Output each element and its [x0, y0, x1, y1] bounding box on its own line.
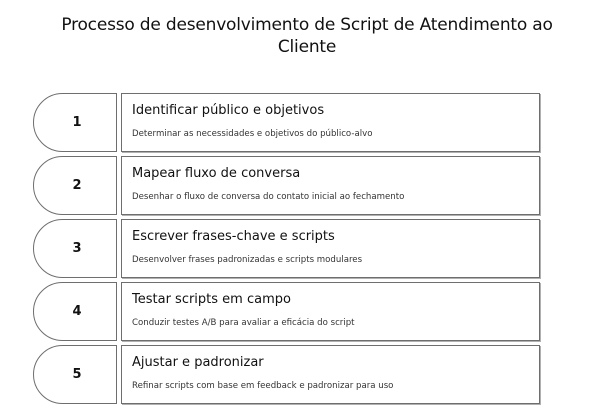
process-step-2 [33, 156, 541, 215]
step-description: Determinar as necessidades e objetivos do público-alvo [132, 129, 373, 139]
step-number: 3 [72, 241, 82, 256]
step-number-badge [33, 282, 117, 341]
step-title: Escrever frases-chave e scripts [132, 229, 335, 244]
step-content-box [121, 219, 540, 278]
step-content-box [121, 93, 540, 152]
step-number: 5 [72, 367, 82, 382]
step-title: Identificar público e objetivos [132, 103, 325, 118]
process-step-3 [33, 219, 541, 278]
step-content-box [121, 156, 540, 215]
step-number-badge [33, 345, 117, 404]
step-number-badge [33, 156, 117, 215]
step-number: 1 [72, 115, 82, 130]
step-number: 2 [72, 178, 82, 193]
step-title: Mapear fluxo de conversa [132, 166, 301, 181]
step-description: Desenvolver frases padronizadas e scripts modulares [132, 255, 363, 265]
process-step-1 [33, 93, 541, 152]
step-description: Desenhar o fluxo de conversa do contato inicial ao fechamento [132, 192, 405, 202]
step-number-badge [33, 93, 117, 152]
process-steps [33, 93, 541, 408]
diagram-title-line-2: Cliente [277, 37, 337, 57]
diagram-title-line-1: Processo de desenvolvimento de Script de Atendimento ao [61, 15, 553, 35]
step-number-badge [33, 219, 117, 278]
step-description: Refinar scripts com base em feedback e padronizar para uso [132, 381, 394, 391]
diagram-title [0, 14, 614, 58]
step-description: Conduzir testes A/B para avaliar a eficácia do script [132, 318, 355, 328]
step-content-box [121, 282, 540, 341]
step-title: Ajustar e padronizar [132, 355, 264, 370]
step-title: Testar scripts em campo [132, 292, 291, 307]
process-step-4 [33, 282, 541, 341]
process-step-5 [33, 345, 541, 404]
step-content-box [121, 345, 540, 404]
step-number: 4 [72, 304, 82, 319]
